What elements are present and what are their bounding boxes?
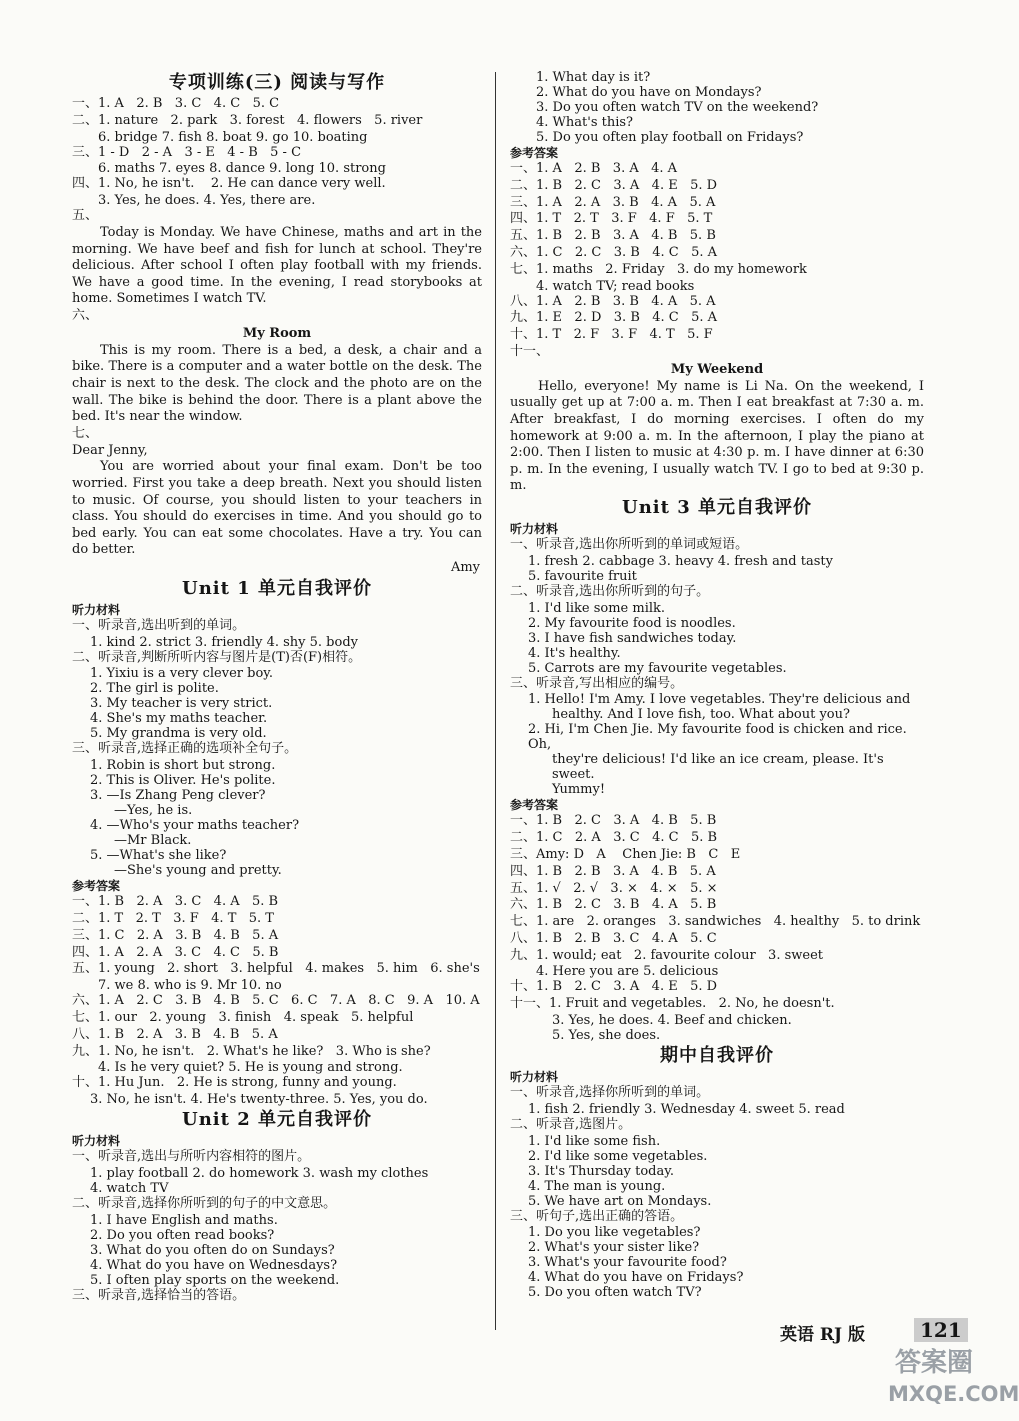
- right-line: 5. We have art on Mondays.: [528, 1193, 712, 1209]
- right-line: Unit 3 单元自我评价: [622, 496, 812, 518]
- left-line: 听力材料: [72, 1134, 121, 1149]
- right-line: 四、1. T 2. T 3. F 4. F 5. T: [510, 211, 713, 227]
- right-line: 1. What day is it?: [536, 70, 651, 85]
- right-line: 听力材料: [510, 1070, 559, 1085]
- right-line: 5. Yes, she does.: [552, 1028, 661, 1044]
- right-line: 九、1. would; eat 2. favourite colour 3. sweet: [510, 947, 824, 963]
- right-line: 三、听句子,选出正确的答语。: [510, 1208, 684, 1224]
- left-line: 参考答案: [72, 879, 121, 894]
- right-line: 3. It's Thursday today.: [528, 1163, 674, 1179]
- left-line: 二、听录音,选择你所听到的句子的中文意思。: [72, 1196, 337, 1212]
- watermark-site: MXQE.COM: [888, 1382, 1019, 1406]
- right-line: 一、听录音,选择你所听到的单词。: [510, 1085, 710, 1101]
- left-line: You are worried about your final exam. Don't be too worried. First you take a deep breath. Next you should listen to music. Of course, you should listen to your teachers in class. You should do exercises in time. And you should go to bed early. You can eat some chocolates. Have a try. You can do better.: [72, 459, 482, 558]
- right-line: 八、1. A 2. B 3. B 4. A 5. A: [510, 293, 716, 309]
- left-line: 1. kind 2. strict 3. friendly 4. shy 5. body: [90, 634, 358, 650]
- left-line: 五、: [72, 208, 99, 224]
- right-line: 1. fresh 2. cabbage 3. heavy 4. fresh and tasty: [528, 553, 833, 569]
- right-line: 1. fish 2. friendly 3. Wednesday 4. sweet 5. read: [528, 1101, 845, 1117]
- right-line: 参考答案: [510, 798, 559, 813]
- right-line: 1. Hello! I'm Amy. I love vegetables. They're delicious and: [528, 692, 911, 708]
- left-line: 三、1. C 2. A 3. B 4. B 5. A: [72, 927, 279, 943]
- right-line: 3. What's your favourite food?: [528, 1255, 727, 1271]
- right-line: 4. What do you have on Fridays?: [528, 1270, 744, 1286]
- right-column: [510, 70, 924, 1300]
- left-line: 3. Yes, he does. 4. Yes, there are.: [98, 193, 316, 209]
- left-line: 2. This is Oliver. He's polite.: [90, 773, 276, 789]
- left-line: 2. The girl is polite.: [90, 681, 219, 697]
- right-line: 期中自我评价: [660, 1045, 774, 1067]
- right-line: 4. The man is young.: [528, 1178, 666, 1194]
- right-line: 5. Do you often play football on Fridays?: [536, 130, 804, 145]
- left-line: 一、听录音,选出与所听内容相符的图片。: [72, 1149, 311, 1165]
- left-line: 6. bridge 7. fish 8. boat 9. go 10. boating: [98, 129, 368, 145]
- right-line: 4. It's healthy.: [528, 645, 621, 661]
- left-line: —Yes, he is.: [114, 803, 193, 819]
- left-line: 5. —What's she like?: [90, 848, 227, 864]
- right-line: 二、1. B 2. C 3. A 4. E 5. D: [510, 177, 718, 193]
- left-line: Unit 1 单元自我评价: [182, 577, 372, 599]
- left-line: 六、: [72, 307, 99, 323]
- left-line: 4. What do you have on Wednesdays?: [90, 1257, 338, 1273]
- left-line: 2. Do you often read books?: [90, 1227, 275, 1243]
- left-line: 5. My grandma is very old.: [90, 726, 267, 742]
- right-line: 一、听录音,选出你所听到的单词或短语。: [510, 536, 749, 552]
- left-line: 5. I often play sports on the weekend.: [90, 1272, 340, 1288]
- left-line: 1. Yixiu is a very clever boy.: [90, 666, 274, 682]
- right-line: 七、1. are 2. oranges 3. sandwiches 4. healthy 5. to drink: [510, 914, 921, 930]
- right-line: 十一、: [510, 343, 550, 359]
- left-line: 3. No, he isn't. 4. He's twenty-three. 5. Yes, you do.: [90, 1092, 428, 1108]
- right-line: 一、1. B 2. C 3. A 4. B 5. B: [510, 813, 717, 829]
- right-line: 二、1. C 2. A 3. C 4. C 5. B: [510, 830, 718, 846]
- left-line: 二、1. T 2. T 3. F 4. T 5. T: [72, 911, 274, 927]
- left-line: 三、听录音,选择正确的选项补全句子。: [72, 741, 298, 757]
- footer-subject: 英语 RJ 版: [780, 1325, 866, 1345]
- left-line: Today is Monday. We have Chinese, maths and art in the morning. We have beef and fish for lunch at school. They're delicious. After school I often play football with my friends. We have a good time. In the evening, I read storybooks at home. Sometimes I watch TV.: [72, 224, 482, 307]
- left-line: This is my room. There is a bed, a desk, a chair and a bike. There is a computer and a water bottle on the desk. The chair is next to the desk. The clock and the photo are on the wall. The bike is behind the door. There is a plant above the bed. It's near the window.: [72, 342, 482, 425]
- column-divider: [495, 72, 496, 1330]
- left-line: 三、1 - D 2 - A 3 - E 4 - B 5 - C: [72, 144, 302, 160]
- right-line: 九、1. E 2. D 3. B 4. C 5. A: [510, 310, 718, 326]
- right-line: 2. I'd like some vegetables.: [528, 1148, 708, 1164]
- right-line: 听力材料: [510, 521, 559, 536]
- right-line: 十、1. T 2. F 3. F 4. T 5. F: [510, 327, 713, 343]
- left-line: 四、1. A 2. A 3. C 4. C 5. B: [72, 944, 279, 960]
- left-line: 十、1. Hu Jun. 2. He is strong, funny and young.: [72, 1075, 397, 1091]
- left-line: 一、听录音,选出听到的单词。: [72, 617, 246, 633]
- right-line: 十一、1. Fruit and vegetables. 2. No, he doesn't.: [510, 996, 835, 1012]
- left-line: 二、1. nature 2. park 3. forest 4. flowers 5. river: [72, 112, 423, 128]
- right-line: 三、Amy: D A Chen Jie: B C E: [510, 846, 741, 862]
- right-line: 4. watch TV; read books: [536, 278, 695, 294]
- watermark-logo: 答案圈: [895, 1348, 974, 1378]
- right-line: 一、1. A 2. B 3. A 4. A: [510, 161, 678, 176]
- right-line: 二、听录音,选出你所听到的句子。: [510, 583, 710, 599]
- left-line: 一、1. A 2. B 3. C 4. C 5. C: [72, 96, 280, 111]
- right-line: 5. Do you often watch TV?: [528, 1285, 702, 1301]
- right-line: 4. What's this?: [536, 115, 634, 130]
- left-line: 一、1. B 2. A 3. C 4. A 5. B: [72, 894, 279, 910]
- left-line: 3. My teacher is very strict.: [90, 696, 273, 712]
- left-line: —She's young and pretty.: [114, 863, 282, 879]
- right-line: My Weekend: [670, 361, 764, 377]
- left-line: 4. watch TV: [90, 1181, 169, 1197]
- left-line: 1. play football 2. do homework 3. wash my clothes: [90, 1166, 429, 1182]
- right-line: healthy. And I love fish, too. What about you?: [552, 707, 850, 723]
- left-line: 4. She's my maths teacher.: [90, 711, 268, 727]
- right-line: 七、1. maths 2. Friday 3. do my homework: [510, 261, 807, 277]
- left-line: 五、1. young 2. short 3. helpful 4. makes 5. him 6. she's: [72, 961, 480, 977]
- left-line: —Mr Black.: [114, 833, 192, 849]
- right-line: 六、1. B 2. C 3. B 4. A 5. B: [510, 897, 717, 913]
- right-line: 1. Do you like vegetables?: [528, 1225, 701, 1241]
- left-line: 四、1. No, he isn't. 2. He can dance very well.: [72, 176, 386, 192]
- left-line: 六、1. A 2. C 3. B 4. B 5. C 6. C 7. A 8. C 9. A 10. A: [72, 993, 480, 1009]
- left-line: 7. we 8. who is 9. Mr 10. no: [98, 978, 282, 994]
- right-line: 3. Yes, he does. 4. Beef and chicken.: [552, 1013, 792, 1029]
- right-line: Yummy!: [552, 782, 606, 798]
- right-line: 2. What's your sister like?: [528, 1240, 700, 1256]
- right-line: 3. I have fish sandwiches today.: [528, 630, 737, 646]
- right-line: 参考答案: [510, 146, 559, 160]
- left-line: 3. What do you often do on Sundays?: [90, 1242, 335, 1258]
- right-line: 4. Here you are 5. delicious: [536, 964, 719, 980]
- left-line: Amy: [450, 559, 480, 575]
- right-line: 五、1. B 2. B 3. A 4. B 5. B: [510, 228, 716, 244]
- right-line: 5. Carrots are my favourite vegetables.: [528, 660, 787, 676]
- right-line: 四、1. B 2. B 3. A 4. B 5. A: [510, 863, 716, 879]
- left-line: 二、听录音,判断所听内容与图片是(T)否(F)相符。: [72, 649, 362, 665]
- left-line: 1. Robin is short but strong.: [90, 758, 276, 774]
- page-number: 121: [914, 1318, 968, 1342]
- left-line: 1. I have English and maths.: [90, 1212, 278, 1228]
- left-line: 九、1. No, he isn't. 2. What's he like? 3. Who is she?: [72, 1043, 431, 1059]
- left-line: Unit 2 单元自我评价: [182, 1109, 372, 1131]
- left-line: 6. maths 7. eyes 8. dance 9. long 10. strong: [98, 161, 386, 177]
- right-line: 十、1. B 2. C 3. A 4. E 5. D: [510, 979, 718, 995]
- right-line: 2. My favourite food is noodles.: [528, 615, 736, 631]
- left-line: 4. —Who's your maths teacher?: [90, 818, 300, 834]
- left-line: 七、1. our 2. young 3. finish 4. speak 5. helpful: [72, 1010, 414, 1026]
- right-line: 二、听录音,选图片。: [510, 1116, 632, 1132]
- right-line: 2. What do you have on Mondays?: [536, 85, 762, 100]
- right-line: Hello, everyone! My name is Li Na. On the weekend, I usually get up at 7:00 a. m. Then I eat breakfast at 7:30 a. m. After breakfast, I do morning exercises. I often do my homework at 9:00 a. m. In the afternoon, I play the piano at 2:00. Then I listen to music at 4:30 p. m. I have dinner at 6:30 p. m. In the evening, I usually watch TV. I go to bed at 9:30 p. m.: [510, 378, 924, 494]
- right-line: 5. favourite fruit: [528, 568, 637, 584]
- right-line: 八、1. B 2. B 3. C 4. A 5. C: [510, 930, 717, 946]
- right-line: 3. Do you often watch TV on the weekend?: [536, 100, 819, 115]
- right-line: 五、1. √ 2. √ 3. × 4. × 5. ×: [510, 880, 718, 896]
- left-column: [72, 70, 482, 1305]
- right-line: 2. Hi, I'm Chen Jie. My favourite food is chicken and rice. Oh,: [528, 722, 907, 753]
- right-line: 1. I'd like some fish.: [528, 1133, 661, 1149]
- left-line: 4. Is he very quiet? 5. He is young and strong.: [98, 1060, 403, 1076]
- right-line: 三、1. A 2. A 3. B 4. A 5. A: [510, 194, 716, 210]
- left-line: My Room: [242, 325, 312, 341]
- right-line: 六、1. C 2. C 3. B 4. C 5. A: [510, 244, 718, 260]
- left-line: 专项训练(三) 阅读与写作: [168, 72, 386, 93]
- left-line: 七、: [72, 425, 99, 441]
- left-line: 听力材料: [72, 602, 121, 617]
- left-line: Dear Jenny,: [72, 442, 148, 458]
- left-line: 三、听录音,选择恰当的答语。: [72, 1287, 246, 1303]
- right-line: they're delicious! I'd like an ice cream, please. It's sweet.: [552, 752, 884, 783]
- left-line: 八、1. B 2. A 3. B 4. B 5. A: [72, 1026, 278, 1042]
- right-line: 三、听录音,写出相应的编号。: [510, 675, 684, 691]
- left-line: 3. —Is Zhang Peng clever?: [90, 788, 266, 804]
- right-line: 1. I'd like some milk.: [528, 600, 666, 616]
